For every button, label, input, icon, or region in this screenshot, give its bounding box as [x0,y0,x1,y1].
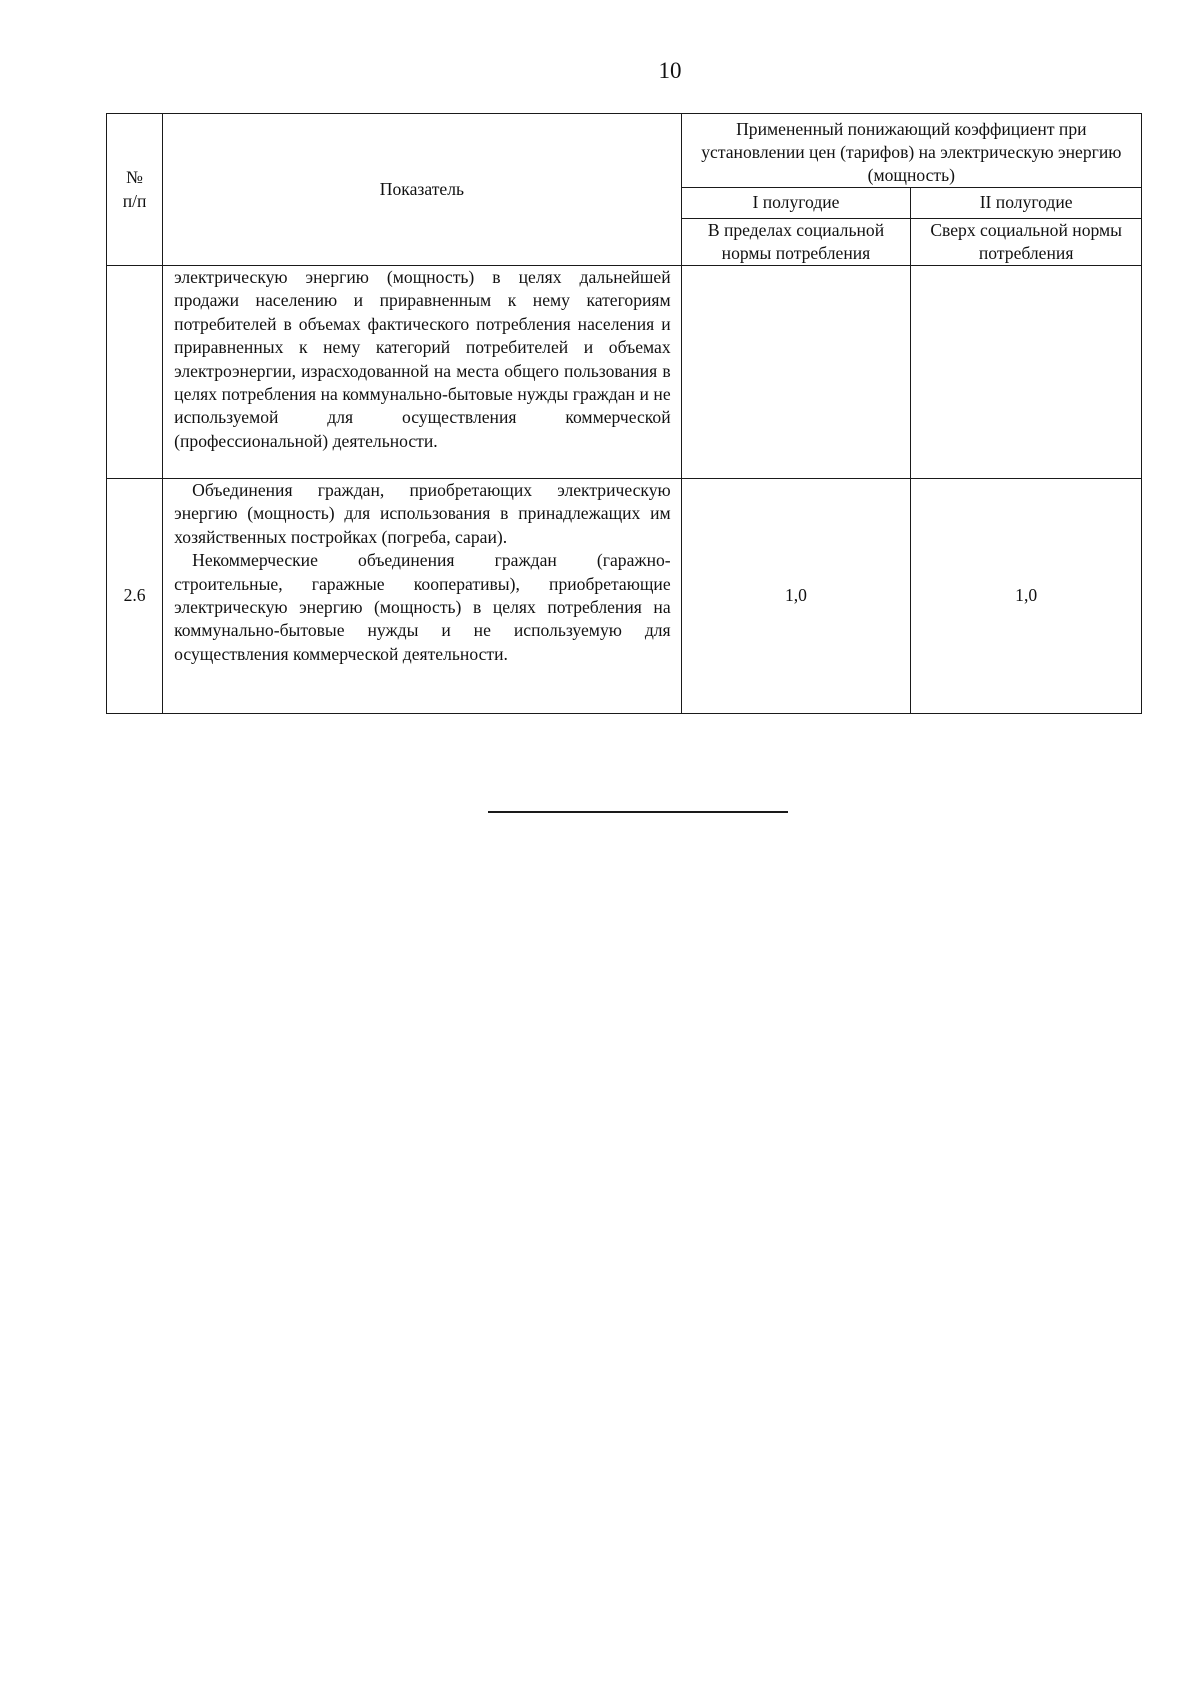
row-num: 2.6 [107,479,163,714]
header-coefficient: Примененный понижающий коэффициент при установлении цен (тарифов) на электрическую энергию (мощность) [681,114,1141,188]
header-indicator: Показатель [163,114,681,266]
row-value-half-2: 1,0 [911,479,1142,714]
row-value-half-2 [911,266,1142,479]
row-value-half-1: 1,0 [681,479,911,714]
indicator-paragraph: Некоммерческие объединения граждан (гаражно-строительные, гаражные кооперативы), приобретающие электрическую энергию (мощность) в целях потребления на коммунально-бытовые нужды и не используемую для осуществления коммерческой деятельности. [174,550,671,664]
header-norm-above: Сверх социальной нормы потребления [911,219,1142,266]
header-row-1 [107,114,1142,188]
header-half-2: II полугодие [911,188,1142,219]
row-indicator [163,266,681,479]
row-num [107,266,163,479]
table-row [107,266,1142,479]
tariff-coefficient-table [106,113,1142,714]
header-norm-within: В пределах социальной нормы потребления [681,219,911,266]
row-indicator [163,479,681,714]
header-num: № п/п [107,114,163,266]
table-row [107,479,1142,714]
header-half-1: I полугодие [681,188,911,219]
end-separator-line [488,811,788,813]
page-number: 10 [658,58,682,83]
indicator-paragraph: Объединения граждан, приобретающих электрическую энергию (мощность) для использования в принадлежащих им хозяйственных постройках (погреба, сараи). [174,480,671,547]
indicator-paragraph: электрическую энергию (мощность) в целях дальнейшей продажи населению и приравненным к нему категориям потребителей в объемах фактического потребления населения и приравненных к нему категорий потребителей и объемах электроэнергии, израсходованной на места общего пользования в целях потребления на коммунально-бытовые нужды граждан и не используемой для осуществления коммерческой (профессиональной) деятельности. [174,267,671,451]
row-value-half-1 [681,266,911,479]
